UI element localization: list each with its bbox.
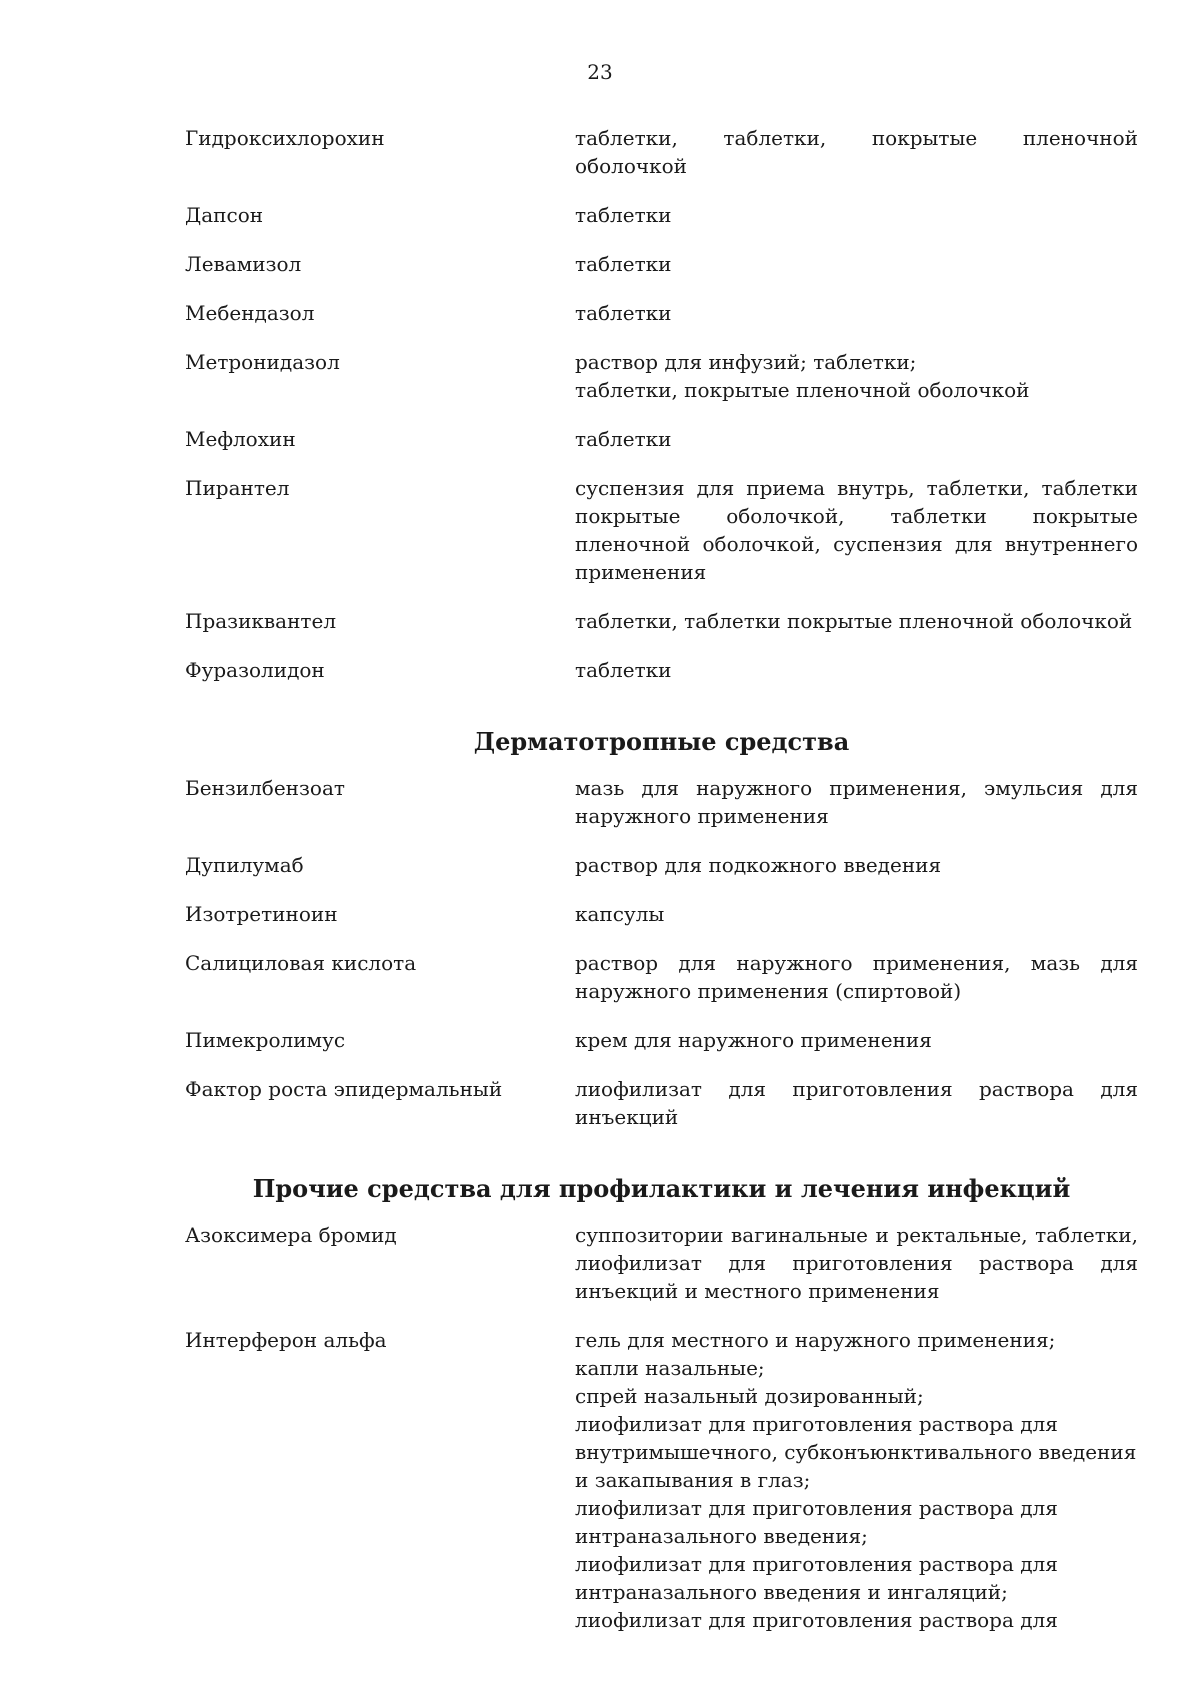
dosage-form-text: лиофилизат для приготовления раствора для интраназального введения;: [575, 1496, 1058, 1548]
dosage-form-text: суспензия для приема внутрь, таблетки, таблетки покрытые оболочкой, таблетки покрытые пленочной оболочкой, суспензия для внутреннего применения: [575, 476, 1138, 584]
dosage-form-text: таблетки: [575, 427, 672, 451]
dosage-form-text: лиофилизат для приготовления раствора для: [575, 1608, 1058, 1632]
dosage-form-text: таблетки, таблетки покрытые пленочной оболочкой: [575, 609, 1133, 633]
drug-row: [185, 299, 1138, 327]
drug-name: Салициловая кислота: [185, 951, 417, 975]
dosage-form-text: таблетки: [575, 203, 672, 227]
drug-row: [185, 250, 1138, 278]
dosage-forms: [575, 201, 1138, 229]
drug-name: Пимекролимус: [185, 1028, 346, 1052]
dosage-form-text: раствор для инфузий; таблетки;: [575, 350, 917, 374]
drug-name: Метронидазол: [185, 350, 340, 374]
dosage-forms: [575, 1075, 1138, 1131]
dosage-forms: [575, 607, 1138, 635]
drug-name: Левамизол: [185, 252, 302, 276]
dosage-form-text: таблетки: [575, 252, 672, 276]
page-number: 23: [587, 60, 613, 84]
drug-row: [185, 1326, 1138, 1634]
drug-name: Гидроксихлорохин: [185, 126, 385, 150]
dosage-forms: [575, 656, 1138, 684]
dosage-form-text: таблетки, таблетки, покрытые пленочной оболочкой: [575, 126, 1138, 178]
drug-group-other-infection: [185, 1221, 1138, 1634]
dosage-forms: [575, 474, 1138, 586]
drug-name: Дупилумаб: [185, 853, 304, 877]
drug-list: [185, 124, 1138, 1634]
drug-row: [185, 425, 1138, 453]
drug-name: Интерферон альфа: [185, 1328, 387, 1352]
drug-row: [185, 124, 1138, 180]
dosage-form-text: крем для наружного применения: [575, 1028, 932, 1052]
dosage-form-text: лиофилизат для приготовления раствора для внутримышечного, субконъюнктивального введения и закапывания в глаз;: [575, 1412, 1137, 1492]
dosage-forms: [575, 900, 1138, 928]
dosage-forms: [575, 250, 1138, 278]
drug-row: [185, 900, 1138, 928]
dosage-form-text: раствор для подкожного введения: [575, 853, 942, 877]
dosage-form-text: лиофилизат для приготовления раствора для инъекций: [575, 1077, 1138, 1129]
drug-row: [185, 1221, 1138, 1305]
drug-name: Пирантел: [185, 476, 290, 500]
drug-name: Фуразолидон: [185, 658, 325, 682]
dosage-forms: [575, 949, 1138, 1005]
dosage-form-text: раствор для наружного применения, мазь для наружного применения (спиртовой): [575, 951, 1138, 1003]
dosage-form-text: лиофилизат для приготовления раствора для интраназального введения и ингаляций;: [575, 1552, 1058, 1604]
drug-name: Мебендазол: [185, 301, 315, 325]
dosage-form-text: мазь для наружного применения, эмульсия для наружного применения: [575, 776, 1138, 828]
drug-name: Мефлохин: [185, 427, 296, 451]
dosage-form-text: капли назальные;: [575, 1356, 765, 1380]
dosage-form-text: спрей назальный дозированный;: [575, 1384, 924, 1408]
drug-row: [185, 774, 1138, 830]
drug-name: Изотретиноин: [185, 902, 338, 926]
dosage-form-text: капсулы: [575, 902, 665, 926]
section-other-infection: [185, 1173, 1138, 1634]
dosage-forms: [575, 774, 1138, 830]
drug-name: Фактор роста эпидермальный: [185, 1077, 503, 1101]
drug-name: Бензилбензоат: [185, 776, 345, 800]
dosage-forms: [575, 348, 1138, 404]
drug-row: [185, 851, 1138, 879]
dosage-form-text: таблетки, покрытые пленочной оболочкой: [575, 378, 1030, 402]
dosage-forms: [575, 1026, 1138, 1054]
section-dermatotropic: [185, 726, 1138, 1131]
drug-name: Дапсон: [185, 203, 264, 227]
section-title: Дерматотропные средства: [473, 727, 850, 756]
drug-group-antiparasitic: [185, 124, 1138, 684]
drug-group-dermatotropic: [185, 774, 1138, 1131]
drug-row: [185, 1026, 1138, 1054]
dosage-form-text: таблетки: [575, 658, 672, 682]
dosage-forms: [575, 124, 1138, 180]
drug-row: [185, 1075, 1138, 1131]
drug-name: Азоксимера бромид: [185, 1223, 397, 1247]
drug-row: [185, 474, 1138, 586]
drug-row: [185, 656, 1138, 684]
dosage-forms: [575, 1221, 1138, 1305]
drug-row: [185, 607, 1138, 635]
dosage-form-text: таблетки: [575, 301, 672, 325]
drug-row: [185, 348, 1138, 404]
dosage-form-text: гель для местного и наружного применения;: [575, 1328, 1056, 1352]
drug-name: Празиквантел: [185, 609, 337, 633]
dosage-forms: [575, 1326, 1138, 1634]
dosage-forms: [575, 299, 1138, 327]
dosage-form-text: суппозитории вагинальные и ректальные, таблетки, лиофилизат для приготовления раствора для инъекций и местного применения: [575, 1223, 1138, 1303]
dosage-forms: [575, 851, 1138, 879]
drug-row: [185, 201, 1138, 229]
drug-row: [185, 949, 1138, 1005]
section-title: Прочие средства для профилактики и лечения инфекций: [252, 1174, 1071, 1203]
dosage-forms: [575, 425, 1138, 453]
